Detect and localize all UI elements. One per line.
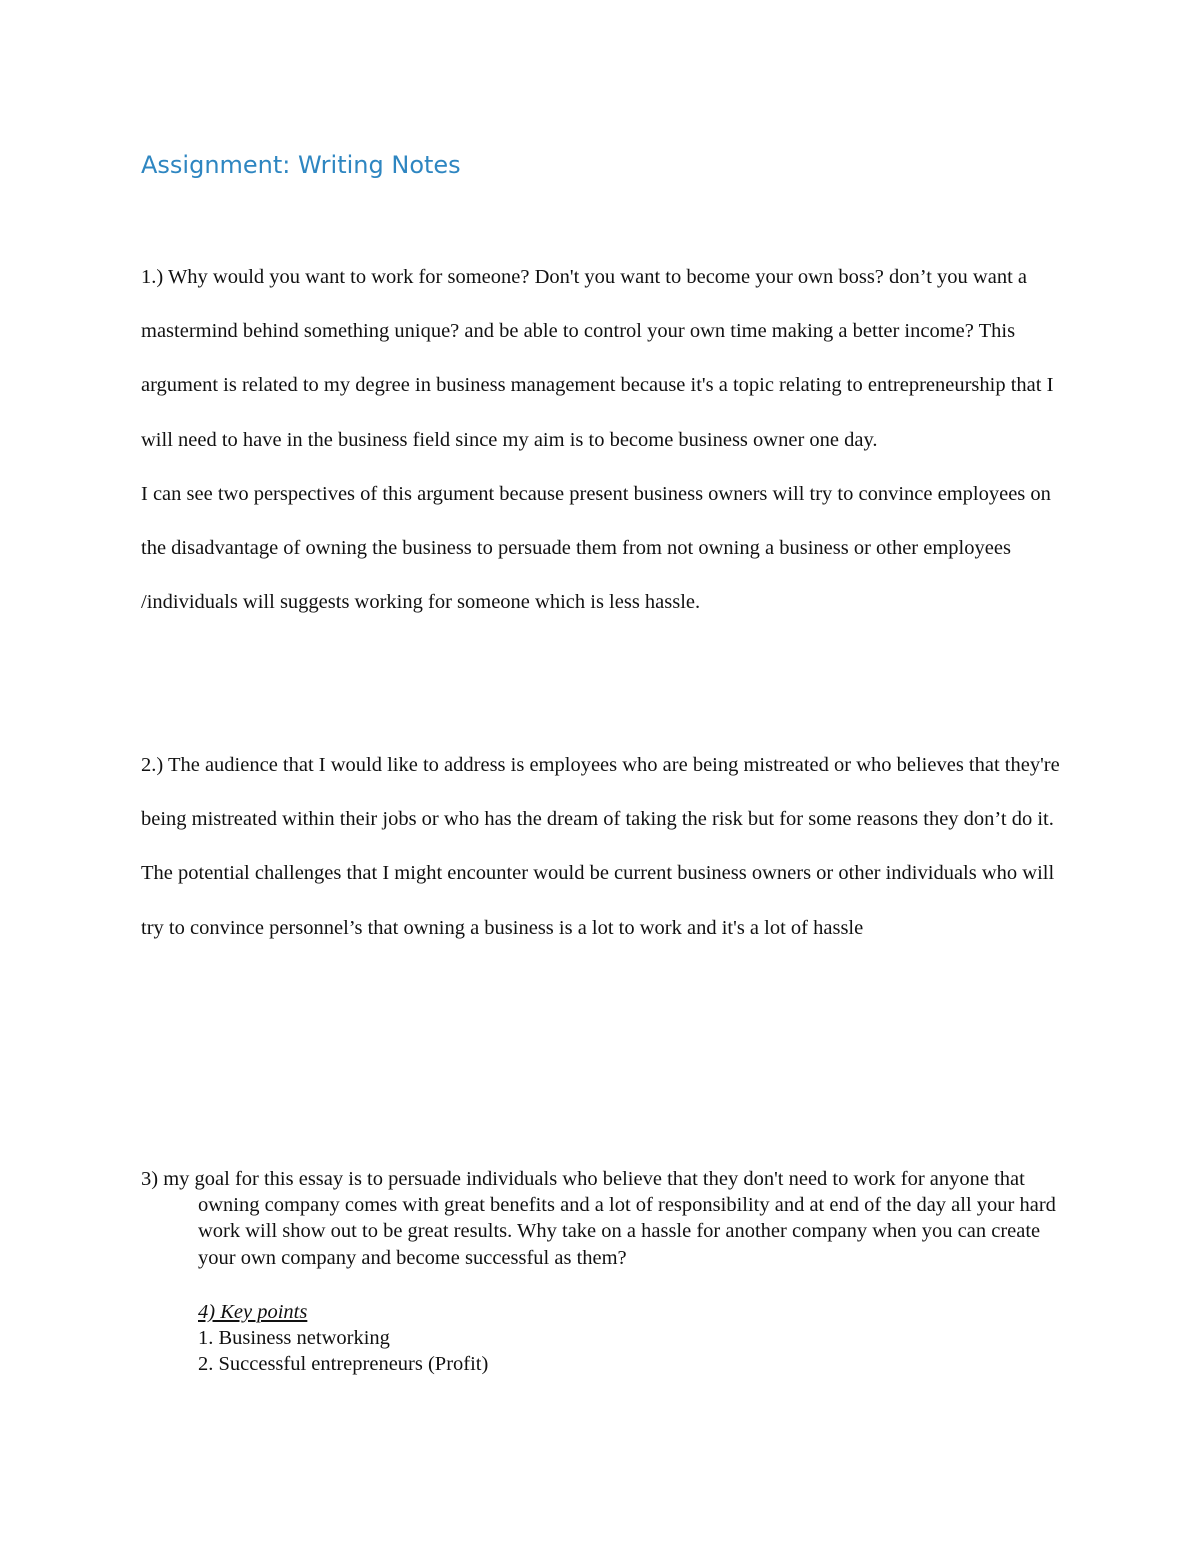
key-point-item: 1. Business networking (198, 1327, 390, 1350)
key-points-block (141, 1299, 1071, 1378)
section-2 (141, 738, 1071, 955)
section-3 (141, 1166, 1071, 1377)
section-1-paragraph-1: 1.) Why would you want to work for someone? Don't you want to become your own boss? don’t you want a mastermind behind something unique? and be able to control your own time making a better income? This argument is related to my degree in business management because it's a topic relating to entrepreneurship that I will need to have in the business field since my aim is to become business owner one day. (141, 266, 1054, 451)
document-title: Assignment: Writing Notes (141, 151, 461, 179)
section-1 (141, 250, 1071, 629)
section-2-paragraph-2: The potential challenges that I might encounter would be current business owners or other individuals who will try to convince personnel’s that owning a business is a lot to work and it's a lot of hassle (141, 862, 1055, 939)
key-point-item: 2. Successful entrepreneurs (Profit) (198, 1353, 489, 1376)
section-1-paragraph-2: I can see two perspectives of this argument because present business owners will try to convince employees on the disadvantage of owning the business to persuade them from not owning a business or other employees /individuals will suggests working for someone which is less hassle. (141, 482, 1051, 614)
section-3-paragraph: 3) my goal for this essay is to persuade individuals who believe that they don't need to work for anyone that owning company comes with great benefits and a lot of responsibility and at end of the day all your hard work will show out to be great results. Why take on a hassle for another company when you can create your own company and become successful as them? (141, 1168, 1056, 1269)
key-points-heading: 4) Key points (198, 1300, 308, 1323)
section-2-paragraph-1: 2.) The audience that I would like to address is employees who are being mistreated or who believes that they're being mistreated within their jobs or who has the dream of taking the risk but for some reasons they don’t do it. (141, 754, 1060, 831)
